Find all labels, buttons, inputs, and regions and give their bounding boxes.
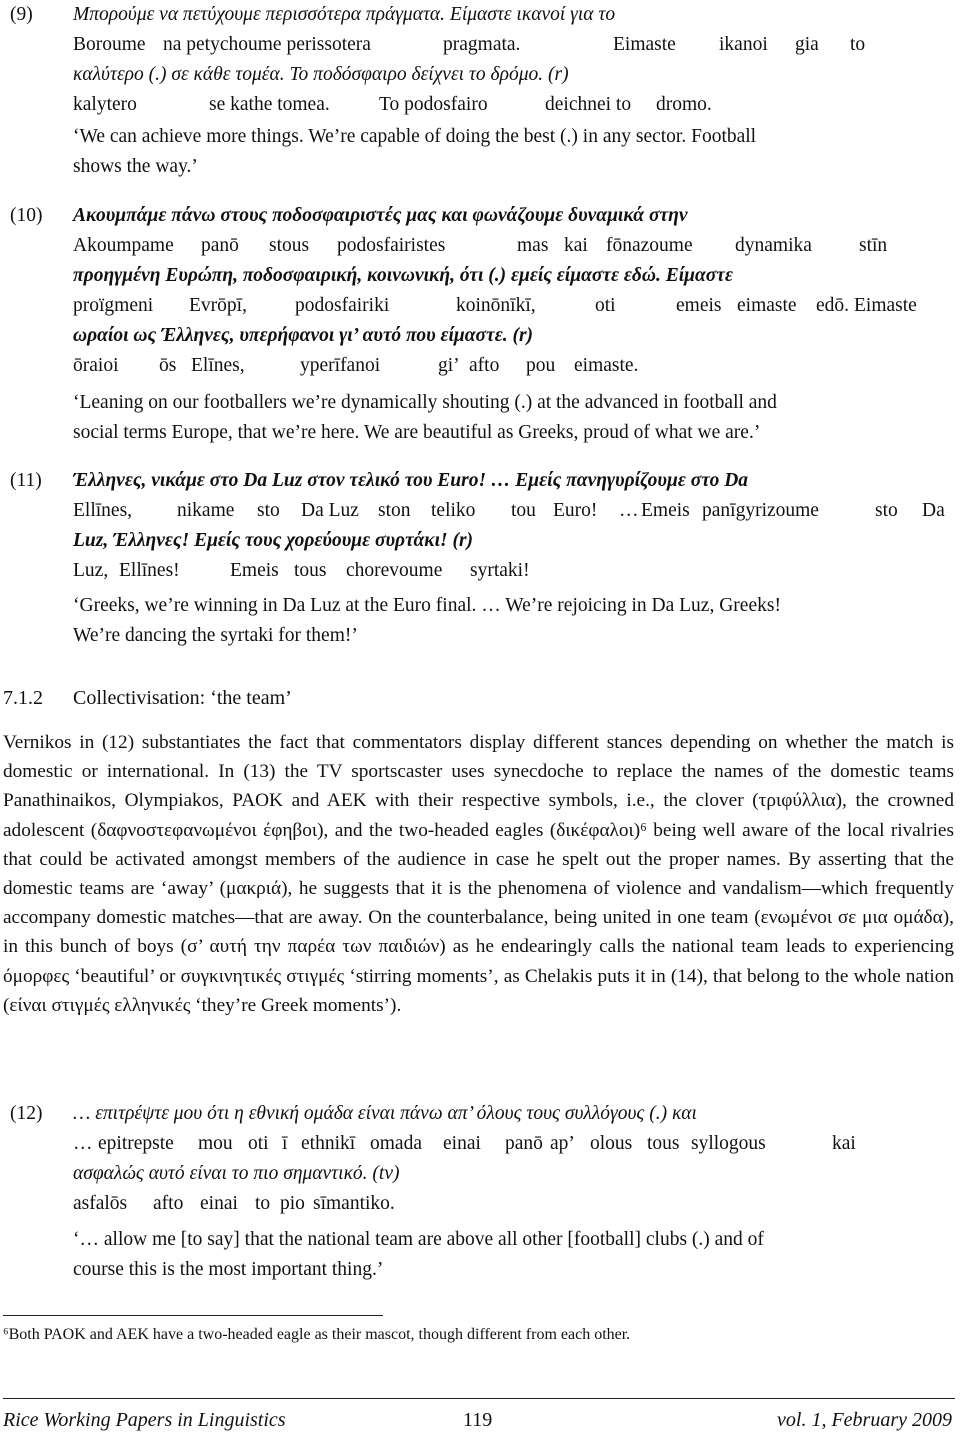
gloss-word: podosfairistes (337, 235, 446, 256)
gloss-word: olous (590, 1133, 633, 1154)
gloss-word: ikanoi (719, 34, 768, 55)
gloss-word: ōraioi (73, 355, 119, 376)
gloss-word: ī (282, 1133, 288, 1154)
translation-line: ‘We can achieve more things. We’re capable of doing the best (.) in any sector. Football (73, 126, 757, 147)
greek-line: ασφαλώς αυτό είναι το πιο σημαντικό. (tv) (73, 1163, 400, 1184)
gloss-word: Evrōpī, (189, 295, 247, 316)
gloss-word: Emeis (230, 560, 279, 581)
gloss-word: se kathe tomea. (209, 94, 330, 115)
page-number: 119 (463, 1409, 493, 1431)
greek-line: Μπορούμε να πετύχουμε περισσότερα πράγματα. Είμαστε ικανοί για το (73, 4, 616, 25)
translation-line: ‘Greeks, we’re winning in Da Luz at the Euro final. … We’re rejoicing in Da Luz, Greeks! (73, 595, 781, 616)
section-number: 7.1.2 (3, 687, 43, 709)
gloss-word: einai (443, 1133, 481, 1154)
gloss-word: na petychoume perissotera (163, 34, 371, 55)
example-number: (11) (10, 470, 42, 491)
example-number: (12) (10, 1103, 43, 1124)
footnote-rule (3, 1315, 383, 1316)
footer-rule (3, 1398, 955, 1399)
gloss-word: kai (564, 235, 588, 256)
example-number: (10) (10, 205, 43, 226)
gloss-word: deichnei to (545, 94, 632, 115)
gloss-word: Ellīnes! (119, 560, 180, 581)
gloss-word: … (73, 1133, 93, 1154)
gloss-word: tous (294, 560, 327, 581)
gloss-word: oti (248, 1133, 269, 1154)
body-paragraph: Vernikos in (12) substantiates the fact that commentators display different stances depending on whether the match is domestic or international. In (13) the TV sportscaster uses synecdoche to replace the names of the domestic teams Panathinaikos, Olympiakos, PAOK and AEK with their respective symbols, i.e., the clover (τριφύλλια), the crowned adolescent (δαφνοστεφανωμένοι έφηβοι), and the two-headed eagles (δικέφαλοι)⁶ being well aware of the local rivalries that could be activated amongst members of the audience in case he spelt out the proper names. By asserting that the domestic teams are ‘away’ (μακριά), he suggests that it is the phenomena of violence and vandalism—which frequently accompany domestic matches—that are away. On the counterbalance, being united in one team (ενωμένοι σε μια ομάδα), in this bunch of boys (σ’ αυτή την παρέα των παιδιών) as he endearingly calls the national team leads to experiencing όμορφες ‘beautiful’ or συγκινητικές στιγμές ‘stirring moments’, as Chelakis puts it in (14), that belong to the whole nation (είναι στιγμές ελληνικές ‘they’re Greek moments’). (3, 732, 954, 1016)
translation-line: We’re dancing the syrtaki for them!’ (73, 625, 358, 646)
gloss-word: pou (526, 355, 556, 376)
gloss-word: Da (922, 500, 945, 521)
gloss-word: ōs (159, 355, 177, 376)
gloss-word: Da Luz (301, 500, 359, 521)
gloss-word: Boroume (73, 34, 146, 55)
gloss-word: eimaste. (574, 355, 639, 376)
greek-line: Ακουμπάμε πάνω στους ποδοσφαιριστές μας και φωνάζουμε δυναμικά στην (73, 205, 688, 226)
gloss-word: yperīfanoi (300, 355, 381, 376)
gloss-word: afto (153, 1193, 184, 1214)
gloss-word: pio (280, 1193, 305, 1214)
greek-line: ωραίοι ως Έλληνες, υπερήφανοι γι’ αυτό που είμαστε. (r) (73, 325, 534, 346)
gloss-word: tous (647, 1133, 680, 1154)
translation-line: course this is the most important thing.’ (73, 1259, 384, 1280)
gloss-word: omada (370, 1133, 422, 1154)
gloss-word: Eimaste (613, 34, 676, 55)
gloss-word: kalytero (73, 94, 137, 115)
gloss-word: syrtaki! (470, 560, 530, 581)
gloss-word: Eimaste (854, 295, 917, 316)
gloss-word: fōnazoume (606, 235, 693, 256)
gloss-word: ethnikī (301, 1133, 356, 1154)
gloss-word: asfalōs (73, 1193, 128, 1214)
gloss-word: gi’ (438, 355, 460, 376)
translation-line: shows the way.’ (73, 156, 198, 177)
gloss-word: panō (201, 235, 239, 256)
gloss-word: gia (795, 34, 819, 55)
greek-line: Έλληνες, νικάμε στο Da Luz στον τελικό του Euro! … Εμείς πανηγυρίζουμε στο Da (73, 470, 749, 491)
gloss-word: edō. (816, 295, 850, 316)
greek-line: καλύτερο (.) σε κάθε τομέα. Το ποδόσφαιρο δείχνει το δρόμο. (r) (73, 64, 569, 85)
section-title: Collectivisation: ‘the team’ (73, 687, 292, 709)
gloss-word: sto (875, 500, 898, 521)
gloss-word: to (255, 1193, 271, 1214)
gloss-word: sīmantiko. (313, 1193, 395, 1214)
translation-line: social terms Europe, that we’re here. We are beautiful as Greeks, proud of what we are.’ (73, 422, 761, 443)
gloss-word: afto (469, 355, 500, 376)
volume-info: vol. 1, February 2009 (777, 1409, 952, 1431)
gloss-word: sto (257, 500, 280, 521)
gloss-word: to (850, 34, 866, 55)
gloss-word: mou (198, 1133, 233, 1154)
translation-line: ‘… allow me [to say] that the national team are above all other [football] clubs (.) and of (73, 1229, 764, 1250)
gloss-word: podosfairiki (295, 295, 390, 316)
greek-line: προηγμένη Ευρώπη, ποδοσφαιρική, κοινωνική, ότι (.) εμείς είμαστε εδώ. Είμαστε (73, 265, 733, 286)
gloss-word: ap’ (550, 1133, 575, 1154)
gloss-word: Emeis (641, 500, 690, 521)
gloss-word: dynamika (735, 235, 812, 256)
gloss-word: teliko (431, 500, 476, 521)
gloss-word: pragmata. (443, 34, 521, 55)
gloss-word: Luz, (73, 560, 109, 581)
gloss-word: koinōnīkī, (456, 295, 536, 316)
gloss-word: nikame (177, 500, 235, 521)
gloss-word: … (619, 500, 639, 521)
gloss-word: chorevoume (346, 560, 443, 581)
greek-line: … επιτρέψτε μου ότι η εθνική ομάδα είναι πάνω απ’ όλους τους συλλόγους (.) και (73, 1103, 697, 1124)
gloss-word: epitrepste (98, 1133, 174, 1154)
gloss-word: proïgmeni (73, 295, 154, 316)
gloss-word: mas (517, 235, 549, 256)
gloss-word: dromo. (656, 94, 712, 115)
gloss-word: stous (269, 235, 310, 256)
translation-line: ‘Leaning on our footballers we’re dynamically shouting (.) at the advanced in football and (73, 392, 777, 413)
footnote: ⁶Both PAOK and AEK have a two-headed eagle as their mascot, though different from each other. (3, 1326, 631, 1343)
journal-name: Rice Working Papers in Linguistics (3, 1409, 286, 1431)
gloss-word: Elīnes, (191, 355, 245, 376)
gloss-word: oti (595, 295, 616, 316)
gloss-word: ston (378, 500, 411, 521)
gloss-word: Euro! (553, 500, 598, 521)
gloss-word: panīgyrizoume (702, 500, 819, 521)
gloss-word: stīn (859, 235, 888, 256)
gloss-word: Ellīnes, (73, 500, 133, 521)
gloss-word: panō (505, 1133, 543, 1154)
gloss-word: To podosfairo (379, 94, 488, 115)
gloss-word: syllogous (691, 1133, 766, 1154)
gloss-word: emeis (676, 295, 722, 316)
gloss-word: kai (832, 1133, 856, 1154)
gloss-word: eimaste (737, 295, 797, 316)
greek-line: Luz, Έλληνες! Εμείς τους χορεύουμε συρτάκι! (r) (73, 530, 474, 551)
gloss-word: Akoumpame (73, 235, 174, 256)
example-number: (9) (10, 4, 33, 25)
gloss-word: einai (200, 1193, 238, 1214)
gloss-word: tou (511, 500, 536, 521)
